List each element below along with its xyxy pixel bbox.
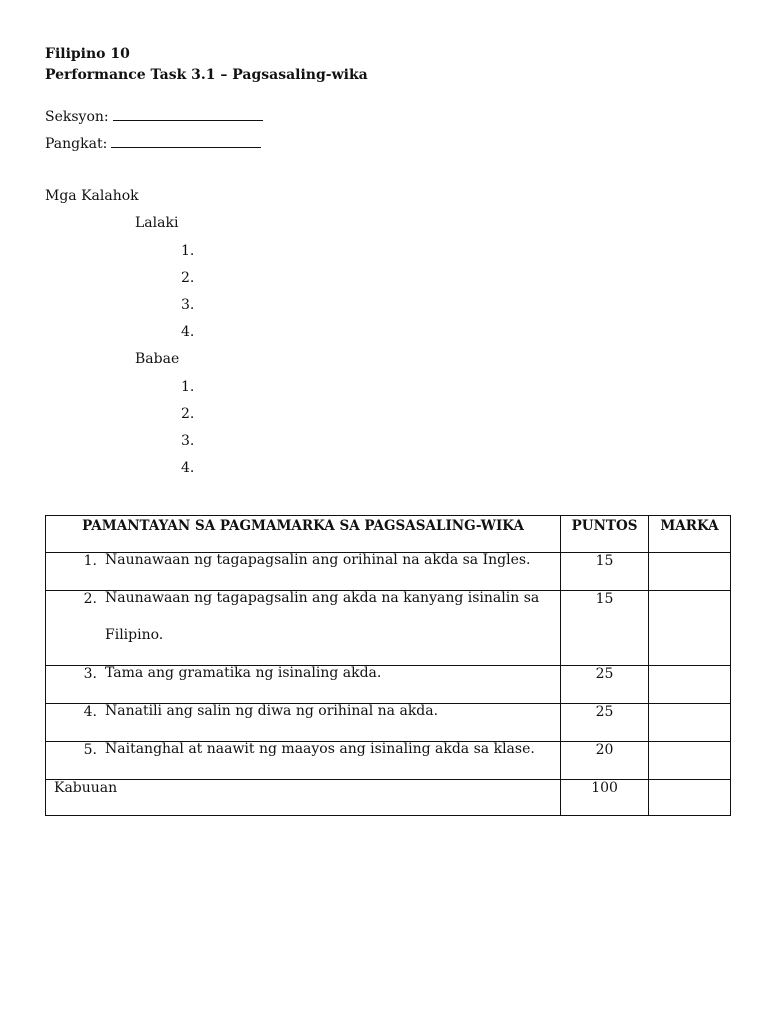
pangkat-blank-line: [111, 133, 261, 148]
criterion-text: Naitanghal at naawit ng maayos ang isinaling akda sa klase.: [105, 741, 535, 757]
female-number: 2.: [181, 406, 195, 422]
score-cell[interactable]: [649, 591, 731, 666]
score-cell[interactable]: [649, 704, 731, 742]
points-cell: 15: [561, 553, 649, 591]
pangkat-field: [45, 133, 261, 152]
score-cell[interactable]: [649, 742, 731, 780]
criterion-text: Naunawaan ng tagapagsalin ang orihinal na akda sa Ingles.: [105, 552, 531, 568]
points-cell: 25: [561, 666, 649, 704]
criteria-column-header: PAMANTAYAN SA PAGMAMARKA SA PAGSASALING-WIKA: [46, 516, 561, 553]
criterion-number: 2.: [83, 591, 97, 607]
criterion-number: 4.: [83, 704, 97, 720]
female-number: 1.: [181, 379, 195, 395]
female-number: 4.: [181, 460, 195, 476]
male-label: Lalaki: [135, 215, 179, 231]
criterion-number: 3.: [83, 666, 97, 682]
points-cell: 20: [561, 742, 649, 780]
score-column-header: MARKA: [649, 516, 731, 553]
seksyon-label: Seksyon:: [45, 109, 109, 125]
criterion-text: Nanatili ang salin ng diwa ng orihinal na akda.: [105, 703, 439, 719]
total-points-cell: 100: [561, 780, 649, 816]
female-number: 3.: [181, 433, 195, 449]
male-number: 3.: [181, 297, 195, 313]
document-title: Filipino 10: [45, 46, 130, 62]
criterion-number: 1.: [83, 553, 97, 569]
seksyon-field: [45, 106, 263, 125]
score-cell[interactable]: [649, 553, 731, 591]
male-number: 4.: [181, 324, 195, 340]
pangkat-label: Pangkat:: [45, 136, 108, 152]
rubric-table: [45, 515, 731, 816]
male-number: 1.: [181, 243, 195, 259]
criterion-text: Naunawaan ng tagapagsalin ang akda na kanyang isinalin sa Filipino.: [105, 590, 540, 643]
total-score-cell[interactable]: [649, 780, 731, 816]
score-cell[interactable]: [649, 666, 731, 704]
points-column-header: PUNTOS: [561, 516, 649, 553]
table-row: [46, 742, 731, 780]
points-cell: 25: [561, 704, 649, 742]
criterion-number: 5.: [83, 742, 97, 758]
criterion-text: Tama ang gramatika ng isinaling akda.: [105, 665, 382, 681]
participants-heading: Mga Kalahok: [45, 188, 139, 204]
document-subtitle: Performance Task 3.1 – Pagsasaling-wika: [45, 67, 368, 83]
male-number: 2.: [181, 270, 195, 286]
female-label: Babae: [135, 351, 180, 367]
total-label: Kabuuan: [54, 780, 118, 796]
points-cell: 15: [561, 591, 649, 666]
total-row: [46, 780, 731, 816]
seksyon-blank-line: [113, 106, 263, 121]
criterion-cell: [46, 742, 561, 780]
total-label-cell: [46, 780, 561, 816]
